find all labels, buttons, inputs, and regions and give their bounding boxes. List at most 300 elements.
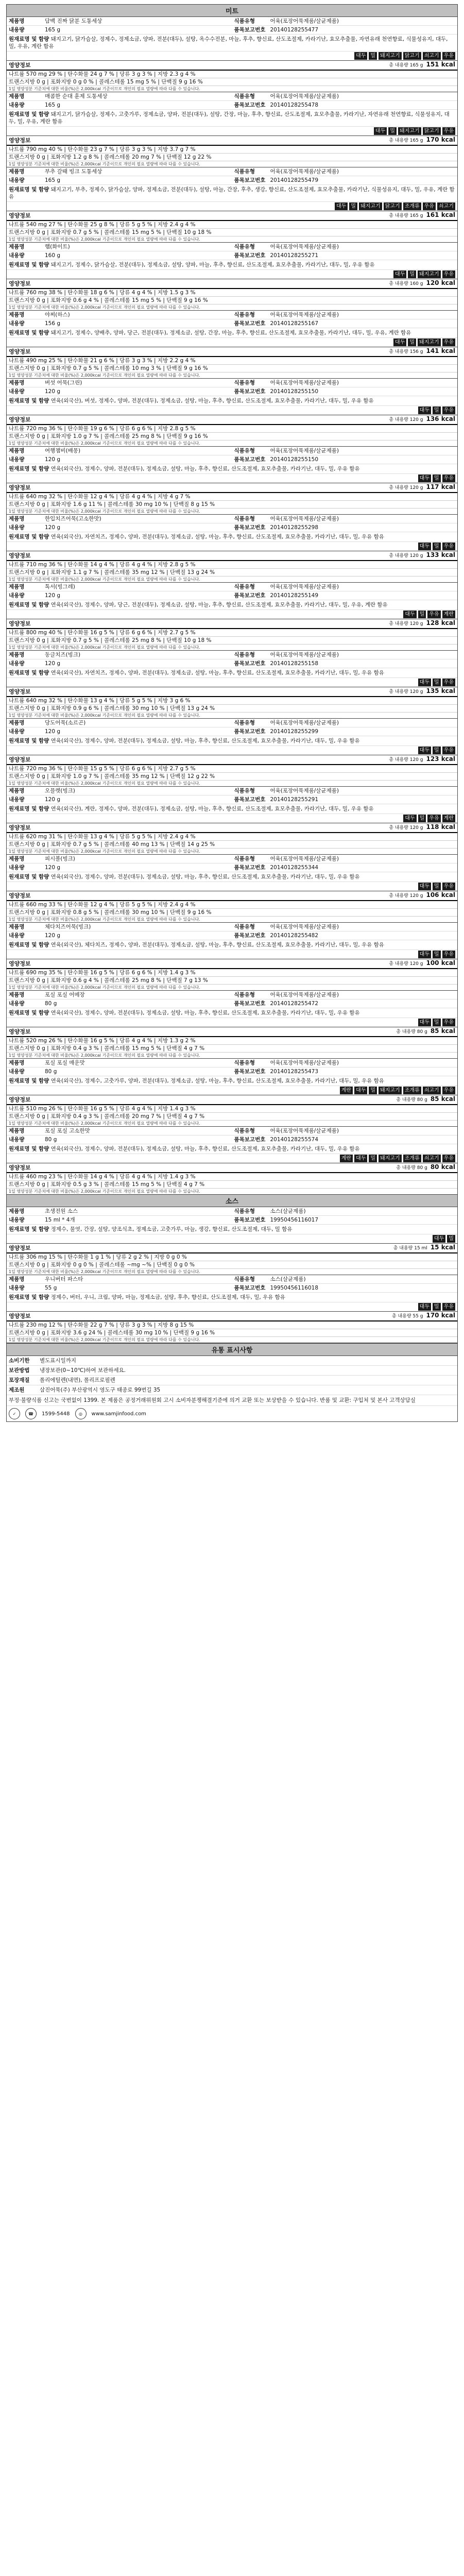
ingredients-label: 원재료명 및 함량 bbox=[9, 466, 49, 472]
info-cell bbox=[7, 1127, 232, 1135]
serving-info bbox=[389, 61, 455, 70]
nutrition-line: 나트륨 720 mg 36 % | 탄수화물 15 g 5 % | 당류 6 g 6 % | 지방 2.7 g 5 % bbox=[7, 765, 457, 773]
ingredients-text: 정제수, 버터, 우니, 크림, 양파, 마늘, 정제소금, 설탕, 후추, 향신료, 산도조절제, 대두, 밀, 우유 함유 bbox=[50, 1294, 285, 1300]
info-row bbox=[7, 523, 457, 532]
field-label: 품목보고번호 bbox=[234, 660, 266, 667]
info-cell bbox=[232, 923, 458, 931]
field-label: 식품유형 bbox=[234, 1060, 255, 1066]
info-cell bbox=[232, 455, 458, 464]
ingredients-text: 연육(외국산), 정제수, 양파, 전분(대두), 정제소금, 설탕, 마늘, 후추, 향신료, 산도조절제, 효모추출물, 카라기난, 대두, 밀, 우유 함유 bbox=[50, 738, 360, 744]
info-row bbox=[7, 455, 457, 464]
nutrition-footnote: 1일 영양성분 기준치에 대한 비율(%)은 2,000kcal 기준이므로 개인의 필요 열량에 따라 다를 수 있습니다. bbox=[9, 849, 200, 854]
ingredients-label: 원재료명 및 함량 bbox=[9, 330, 49, 336]
field-value: 120 g bbox=[45, 524, 61, 531]
distribution-label: 제조원 bbox=[9, 1387, 25, 1393]
calories: 170 kcal bbox=[426, 136, 455, 143]
allergen-tag: 밀 bbox=[418, 815, 426, 822]
nutrition-line: 트랜스지방 0 g | 포화지방 0 g 0 % | 콜레스테롤 ~mg ~% | 단백질 0 g 0 % bbox=[7, 1261, 457, 1269]
allergen-tag: 쇠고기 bbox=[437, 202, 455, 210]
nutrition-footnote: 1일 영양성분 기준치에 대한 비율(%)은 2,000kcal 기준이므로 개인의 필요 열량에 따라 다를 수 있습니다. bbox=[9, 441, 200, 446]
distribution-label: 소비기한 bbox=[9, 1358, 30, 1364]
allergen-tag: 우유 bbox=[427, 611, 440, 618]
nutrition-line: 나트륨 620 mg 31 % | 탄수화물 13 g 4 % | 당류 5 g 5 % | 지방 2.4 g 4 % bbox=[7, 833, 457, 841]
field-label: 제품명 bbox=[9, 516, 25, 522]
field-label: 내용량 bbox=[9, 1217, 25, 1223]
allergen-tag: 돼지고기 bbox=[418, 270, 441, 278]
field-label: 내용량 bbox=[9, 796, 25, 803]
section-title: 미트 bbox=[7, 5, 457, 17]
field-label: 식품유형 bbox=[234, 516, 255, 522]
calories: 85 kcal bbox=[430, 1027, 455, 1035]
allergen-tag: 조개류 bbox=[403, 1155, 421, 1162]
allergen-tag: 밀 bbox=[369, 52, 377, 60]
ingredients-text: 연육(외국산), 체다치즈, 정제수, 양파, 전분(대두), 정제소금, 설탕, 마늘, 후추, 향신료, 산도조절제, 효모추출물, 카라기난, 대두, 밀, 우유 함유 bbox=[50, 942, 384, 948]
ingredients-label: 원재료명 및 함량 bbox=[9, 942, 49, 948]
info-cell bbox=[232, 319, 458, 328]
distribution-row bbox=[7, 1385, 457, 1395]
info-row bbox=[7, 387, 457, 396]
ingredients-label: 원재료명 및 함량 bbox=[9, 398, 49, 404]
ingredients-label: 원재료명 및 함량 bbox=[9, 534, 49, 540]
nutrition-line: 트랜스지방 0 g | 포화지방 1.1 g 7 % | 콜레스테롤 35 mg 12 % | 단백질 13 g 24 % bbox=[7, 569, 457, 577]
nutrition-title: 영양정보 bbox=[9, 137, 31, 144]
info-cell bbox=[7, 1216, 232, 1224]
field-label: 품목보고번호 bbox=[234, 1137, 266, 1143]
info-row bbox=[7, 1136, 457, 1144]
info-cell bbox=[7, 92, 232, 100]
nutrition-header bbox=[7, 1095, 457, 1105]
ingredients bbox=[7, 35, 457, 52]
field-label: 제품명 bbox=[9, 856, 25, 862]
allergen-tag: 계란 bbox=[340, 1155, 353, 1162]
nutrition-title: 영양정보 bbox=[9, 620, 31, 627]
nutrition-line: 트랜스지방 0 g | 포화지방 0.9 g 6 % | 콜레스테롤 30 mg 10 % | 단백질 13 g 24 % bbox=[7, 705, 457, 713]
allergen-tag: 대두 bbox=[393, 270, 406, 278]
info-cell bbox=[232, 1067, 458, 1076]
ingredients bbox=[7, 1293, 457, 1302]
field-label: 내용량 bbox=[9, 1069, 25, 1075]
nutrition-line: 트랜스지방 0 g | 포화지방 3.6 g 24 % | 콜레스테롤 30 mg 10 % | 단백질 9 g 16 % bbox=[7, 1329, 457, 1337]
info-cell bbox=[232, 311, 458, 319]
nutrition-line: 트랜스지방 0 g | 포화지방 0.4 g 3 % | 콜레스테롤 20 mg 7 % | 단백질 4 g 7 % bbox=[7, 1113, 457, 1121]
info-cell bbox=[232, 1216, 458, 1224]
product-block bbox=[7, 447, 457, 515]
allergen-tags bbox=[7, 542, 457, 551]
nutrition-title: 영양정보 bbox=[9, 62, 31, 69]
ingredients-text: 돼지고기, 부추, 정제수, 닭가슴살, 양파, 정제소금, 전분(대두), 설탕, 마늘, 간장, 후추, 생강, 향신료, 산도조절제, 효모추출물, 카라기난, 식물성유지, 대두, 밀, 우유, 계란 함유 bbox=[9, 187, 455, 200]
info-cell bbox=[7, 719, 232, 727]
field-value: 120 g bbox=[45, 728, 61, 735]
field-value: 20140128255299 bbox=[270, 728, 319, 735]
serving-info bbox=[389, 136, 455, 145]
allergen-tag: 대두 bbox=[418, 1019, 431, 1026]
info-row bbox=[7, 26, 457, 35]
nutrition-footnote: 1일 영양성분 기준치에 대한 비율(%)은 2,000kcal 기준이므로 개인의 필요 열량에 따라 다를 수 있습니다. bbox=[9, 985, 200, 990]
field-value: 20140128255298 bbox=[270, 524, 319, 531]
allergen-tags bbox=[7, 814, 457, 823]
serving-size: 총 내용량 120 g bbox=[389, 689, 423, 694]
field-value: 매콤한 순대 훈제 도통세상 bbox=[45, 93, 108, 99]
allergen-tag: 돼지고기 bbox=[379, 1155, 402, 1162]
field-value: 어육(포장어묵제품/살균제품) bbox=[270, 584, 339, 590]
nutrition-line: 나트륨 540 mg 27 % | 탄수화물 25 g 8 % | 당류 5 g 5 % | 지방 2.4 g 4 % bbox=[7, 221, 457, 229]
field-label: 제품명 bbox=[9, 652, 25, 658]
info-cell bbox=[232, 523, 458, 532]
info-cell bbox=[7, 923, 232, 931]
nutrition-line: 트랜스지방 0 g | 포화지방 0.7 g 5 % | 콜레스테롤 40 mg 13 % | 단백질 14 g 25 % bbox=[7, 841, 457, 849]
field-label: 내용량 bbox=[9, 592, 25, 599]
nutrition-footnote: 1일 영양성분 기준치에 대한 비율(%)은 2,000kcal 기준이므로 개인의 필요 열량에 따라 다를 수 있습니다. bbox=[9, 577, 200, 582]
allergen-tag: 쇠고기 bbox=[423, 1087, 441, 1094]
field-value: 20140128255158 bbox=[270, 660, 319, 667]
ingredients-label: 원재료명 및 함량 bbox=[9, 1294, 49, 1300]
nutrition-line: 트랜스지방 0 g | 포화지방 1.6 g 11 % | 콜레스테롤 30 mg 10 % | 단백질 8 g 15 % bbox=[7, 501, 457, 509]
field-label: 제품명 bbox=[9, 1208, 25, 1214]
info-row bbox=[7, 92, 457, 101]
allergen-tag: 밀 bbox=[433, 474, 441, 482]
product-block bbox=[7, 17, 457, 92]
allergen-tag: 우유 bbox=[442, 679, 455, 686]
serving-size: 총 내용량 156 g bbox=[389, 349, 423, 354]
field-value: 버섯 어묵(그린) bbox=[45, 380, 82, 386]
field-label: 내용량 bbox=[9, 252, 25, 259]
info-cell bbox=[7, 787, 232, 795]
allergen-tag: 대두 bbox=[403, 611, 416, 618]
product-block bbox=[7, 243, 457, 311]
allergen-tag: 계란 bbox=[340, 1087, 353, 1094]
allergen-tag: 밀 bbox=[433, 679, 441, 686]
serving-info bbox=[392, 1312, 455, 1320]
field-value: 소스(살균제품) bbox=[270, 1276, 306, 1282]
ingredients-label: 원재료명 및 함량 bbox=[9, 670, 49, 676]
serving-size: 총 내용량 80 g bbox=[396, 1097, 427, 1103]
allergen-tag: 쇠고기 bbox=[423, 1155, 441, 1162]
nutrition-footnote: 1일 영양성분 기준치에 대한 비율(%)은 2,000kcal 기준이므로 개인의 필요 열량에 따라 다를 수 있습니다. bbox=[9, 917, 200, 922]
nutrition-title: 영양정보 bbox=[9, 484, 31, 491]
allergen-tags bbox=[7, 202, 457, 211]
nutrition-line: 나트륨 520 mg 26 % | 탄수화물 16 g 5 % | 당류 4 g 4 % | 지방 1.3 g 2 % bbox=[7, 1037, 457, 1045]
allergen-tag: 조개류 bbox=[403, 1087, 421, 1094]
info-row bbox=[7, 991, 457, 999]
info-cell bbox=[7, 447, 232, 455]
field-label: 품목보고번호 bbox=[234, 1217, 266, 1223]
product-block bbox=[7, 855, 457, 923]
nutrition-header bbox=[7, 347, 457, 357]
product-block bbox=[7, 1275, 457, 1343]
field-label: 식품유형 bbox=[234, 312, 255, 318]
serving-info bbox=[393, 1244, 455, 1252]
field-value: 19950456116017 bbox=[270, 1217, 319, 1223]
field-label: 제품명 bbox=[9, 720, 25, 726]
ingredients-label: 원재료명 및 함량 bbox=[9, 262, 49, 268]
info-cell bbox=[232, 26, 458, 34]
allergen-tag: 대두 bbox=[418, 543, 431, 550]
info-cell bbox=[232, 855, 458, 863]
field-value: 165 g bbox=[45, 102, 61, 108]
field-value: 165 g bbox=[45, 27, 61, 33]
field-label: 품목보고번호 bbox=[234, 456, 266, 463]
allergen-tag: 계란 bbox=[442, 611, 455, 618]
nutrition-line: 나트륨 690 mg 35 % | 탄수화물 16 g 5 % | 당류 6 g 6 % | 지방 1.4 g 3 % bbox=[7, 969, 457, 977]
ingredients bbox=[7, 328, 457, 338]
allergen-tag: 우유 bbox=[442, 127, 455, 135]
allergen-tags bbox=[7, 882, 457, 891]
allergen-tag: 돼지고기 bbox=[379, 1087, 402, 1094]
allergen-tag: 밀 bbox=[408, 338, 416, 346]
field-label: 식품유형 bbox=[234, 93, 255, 99]
nutrition-footnote: 1일 영양성분 기준치에 대한 비율(%)은 2,000kcal 기준이므로 개인의 필요 열량에 따라 다를 수 있습니다. bbox=[9, 781, 200, 786]
info-row bbox=[7, 1275, 457, 1284]
ingredients-text: 연육(외국산), 정제수, 양파, 당근, 전분(대두), 정제소금, 설탕, 마늘, 후추, 향신료, 산도조절제, 효모추출물, 카라기난, 대두, 밀, 우유, 계란 함유 bbox=[50, 602, 388, 608]
field-label: 식품유형 bbox=[234, 856, 255, 862]
nutrition-header bbox=[7, 959, 457, 969]
nutrition-header bbox=[7, 1027, 457, 1037]
info-row bbox=[7, 1127, 457, 1136]
allergen-tag: 닭고기 bbox=[403, 52, 421, 60]
field-value: 20140128255150 bbox=[270, 456, 319, 463]
field-label: 품목보고번호 bbox=[234, 1069, 266, 1075]
allergen-tag: 밀 bbox=[433, 747, 441, 754]
info-cell bbox=[7, 863, 232, 872]
nutrition-footnote: 1일 영양성분 기준치에 대한 비율(%)은 2,000kcal 기준이므로 개인의 필요 열량에 따라 다를 수 있습니다. bbox=[9, 713, 200, 718]
allergen-tags bbox=[7, 746, 457, 755]
allergen-tags bbox=[7, 1154, 457, 1163]
ingredients-label: 원재료명 및 함량 bbox=[9, 806, 49, 812]
allergen-tags bbox=[7, 406, 457, 415]
field-label: 제품명 bbox=[9, 788, 25, 794]
allergen-tag: 밀 bbox=[369, 1087, 377, 1094]
ingredients-label: 원재료명 및 함량 bbox=[9, 1226, 49, 1232]
ingredients-text: 정제수, 물엿, 간장, 설탕, 양조식초, 정제소금, 고춧가루, 마늘, 생강, 향신료, 산도조절제, 대두, 밀 함유 bbox=[50, 1226, 293, 1232]
nutrition-title: 영양정보 bbox=[9, 1313, 31, 1319]
field-label: 제품명 bbox=[9, 244, 25, 250]
field-value: 55 g bbox=[45, 1285, 57, 1291]
allergen-tag: 돼지고기 bbox=[359, 202, 382, 210]
info-cell bbox=[7, 243, 232, 251]
website-link[interactable]: www.samjinfood.com bbox=[91, 1411, 146, 1417]
info-cell bbox=[232, 167, 458, 176]
nutrition-footnote: 1일 영양성분 기준치에 대한 비율(%)은 2,000kcal 기준이므로 개인의 필요 열량에 따라 다를 수 있습니다. bbox=[9, 645, 200, 650]
allergen-tags bbox=[7, 1302, 457, 1311]
product-block bbox=[7, 651, 457, 719]
field-label: 식품유형 bbox=[234, 992, 255, 998]
field-label: 품목보고번호 bbox=[234, 728, 266, 735]
ingredients-text: 연육(외국산), 정제수, 양파, 전분(대두), 정제소금, 설탕, 마늘, 후추, 향신료, 산도조절제, 효모추출물, 카라기난, 대두, 밀, 우유 함유 bbox=[50, 466, 360, 472]
serving-info bbox=[389, 891, 455, 900]
info-cell bbox=[7, 795, 232, 804]
product-block bbox=[7, 1127, 457, 1195]
serving-info bbox=[389, 347, 455, 356]
field-value: 20140128255271 bbox=[270, 252, 319, 259]
info-row bbox=[7, 651, 457, 659]
field-value: 여행챔비(배몽) bbox=[45, 448, 81, 454]
ingredients-text: 돼지고기, 닭가슴살, 정제수, 고춧가루, 정제소금, 양파, 전분(대두), 설탕, 간장, 마늘, 후추, 향신료, 산도조절제, 효모추출물, 카라기난, 자연유래 천연향료, 식물성유지, 대두, 밀, 우유, 계란 함유 bbox=[9, 111, 450, 125]
field-label: 제품명 bbox=[9, 18, 25, 24]
field-value: 80 g bbox=[45, 1137, 57, 1143]
allergen-tags bbox=[7, 1234, 457, 1243]
field-label: 내용량 bbox=[9, 102, 25, 108]
allergen-tags bbox=[7, 678, 457, 687]
nutrition-title: 영양정보 bbox=[9, 960, 31, 967]
nutrition-header bbox=[7, 211, 457, 221]
allergen-tags bbox=[7, 270, 457, 279]
field-label: 식품유형 bbox=[234, 1208, 255, 1214]
info-cell bbox=[232, 727, 458, 736]
allergen-tag: 대두 bbox=[354, 52, 367, 60]
info-row bbox=[7, 863, 457, 872]
info-cell bbox=[232, 659, 458, 668]
nutrition-line: 나트륨 510 mg 26 % | 탄수화물 16 g 5 % | 당류 4 g 4 % | 지방 1.4 g 3 % bbox=[7, 1105, 457, 1113]
field-value: 어육(포장어묵제품/살균제품) bbox=[270, 448, 339, 454]
allergen-tag: 대두 bbox=[418, 679, 431, 686]
field-label: 식품유형 bbox=[234, 18, 255, 24]
info-row bbox=[7, 515, 457, 523]
field-value: 80 g bbox=[45, 1069, 57, 1075]
info-cell bbox=[7, 651, 232, 659]
nutrition-footnote: 1일 영양성분 기준치에 대한 비율(%)은 2,000kcal 기준이므로 개인의 필요 열량에 따라 다를 수 있습니다. bbox=[9, 162, 200, 166]
nutrition-title: 영양정보 bbox=[9, 552, 31, 559]
field-label: 식품유형 bbox=[234, 584, 255, 590]
product-block bbox=[7, 923, 457, 991]
ingredients bbox=[7, 872, 457, 882]
info-cell bbox=[232, 379, 458, 387]
info-cell bbox=[232, 17, 458, 25]
field-value: 어육(포장어묵제품/살균제품) bbox=[270, 1128, 339, 1134]
info-cell bbox=[232, 1275, 458, 1283]
field-label: 식품유형 bbox=[234, 448, 255, 454]
serving-size: 총 내용량 120 g bbox=[389, 757, 423, 762]
field-label: 내용량 bbox=[9, 320, 25, 327]
allergen-tag: 돼지고기 bbox=[398, 127, 421, 135]
product-list bbox=[7, 17, 457, 1195]
serving-size: 총 내용량 120 g bbox=[389, 417, 423, 422]
allergen-tags bbox=[7, 127, 457, 135]
serving-size: 총 내용량 80 g bbox=[396, 1029, 427, 1035]
allergen-tag: 밀 bbox=[433, 951, 441, 958]
serving-size: 총 내용량 165 g bbox=[389, 213, 423, 218]
field-value: 20140128255473 bbox=[270, 1069, 319, 1075]
nutrition-header bbox=[7, 279, 457, 289]
field-value: 어육(포장어묵제품/살균제품) bbox=[270, 856, 339, 862]
field-value: 초생전원 소스 bbox=[45, 1208, 78, 1214]
calories: 15 kcal bbox=[430, 1244, 455, 1251]
info-cell bbox=[232, 387, 458, 396]
field-value: 20140128255482 bbox=[270, 933, 319, 939]
field-value: 20140128255472 bbox=[270, 1001, 319, 1007]
info-cell bbox=[7, 591, 232, 600]
distribution-value: 폴리에틸렌(내면), 폴리프로필렌 bbox=[40, 1377, 115, 1383]
serving-info bbox=[396, 1163, 455, 1172]
serving-info bbox=[389, 483, 455, 492]
field-value: 120 g bbox=[45, 388, 61, 395]
field-value: 어육(포장어묵제품/살균제품) bbox=[270, 244, 339, 250]
allergen-tags bbox=[7, 1018, 457, 1027]
nutrition-title: 영양정보 bbox=[9, 1164, 31, 1171]
nutrition-line: 트랜스지방 0 g | 포화지방 1.0 g 7 % | 콜레스테롤 35 mg 12 % | 단백질 12 g 22 % bbox=[7, 773, 457, 781]
field-label: 식품유형 bbox=[234, 1276, 255, 1282]
nutrition-line: 나트륨 490 mg 25 % | 탄수화물 21 g 6 % | 당류 3 g 3 % | 지방 2.2 g 4 % bbox=[7, 357, 457, 365]
allergen-tag: 닭고기 bbox=[384, 202, 402, 210]
nutrition-line: 트랜스지방 0 g | 포화지방 0.6 g 4 % | 콜레스테롤 25 mg 8 % | 단백질 7 g 13 % bbox=[7, 977, 457, 985]
field-label: 제품명 bbox=[9, 380, 25, 386]
info-cell bbox=[232, 251, 458, 260]
info-cell bbox=[7, 319, 232, 328]
distribution-row bbox=[7, 1376, 457, 1385]
nutrition-title: 영양정보 bbox=[9, 280, 31, 287]
field-value: 156 g bbox=[45, 320, 61, 327]
field-value: 80 g bbox=[45, 1001, 57, 1007]
info-cell bbox=[7, 1067, 232, 1076]
field-label: 내용량 bbox=[9, 1137, 25, 1143]
distribution-label: 보관방법 bbox=[9, 1367, 30, 1374]
field-value: 동글치즈(빙크) bbox=[45, 652, 81, 658]
nutrition-title: 영양정보 bbox=[9, 1028, 31, 1035]
serving-size: 총 내용량 55 g bbox=[391, 1314, 423, 1319]
ingredients bbox=[7, 260, 457, 270]
ingredients bbox=[7, 110, 457, 127]
info-cell bbox=[232, 719, 458, 727]
serving-info bbox=[389, 551, 455, 560]
info-cell bbox=[7, 101, 232, 109]
allergen-tag: 대두 bbox=[418, 883, 431, 890]
ingredients-label: 원재료명 및 함량 bbox=[9, 1078, 49, 1084]
calories: 123 kcal bbox=[426, 755, 455, 762]
info-cell bbox=[232, 101, 458, 109]
ingredients bbox=[7, 1144, 457, 1154]
field-label: 제품명 bbox=[9, 584, 25, 590]
ingredients bbox=[7, 1008, 457, 1018]
info-cell bbox=[7, 17, 232, 25]
field-value: 담백 진짜 닭분 도통세상 bbox=[45, 18, 102, 24]
serving-info bbox=[389, 755, 455, 764]
product-block bbox=[7, 167, 457, 243]
field-value: 어육(포장어묵제품/살균제품) bbox=[270, 1060, 339, 1066]
calories: 106 kcal bbox=[426, 891, 455, 899]
info-cell bbox=[7, 311, 232, 319]
product-block bbox=[7, 311, 457, 379]
nutrition-line: 나트륨 570 mg 29 % | 탄수화물 24 g 7 % | 당류 3 g 3 % | 지방 2.3 g 4 % bbox=[7, 71, 457, 78]
info-cell bbox=[7, 1136, 232, 1144]
info-cell bbox=[232, 651, 458, 659]
serving-info bbox=[396, 1095, 455, 1104]
product-block bbox=[7, 92, 457, 167]
info-row bbox=[7, 855, 457, 863]
allergen-tag: 쇠고기 bbox=[423, 52, 441, 60]
field-value: 피시볼(빙크) bbox=[45, 856, 75, 862]
ingredients-text: 연육(외국산), 자연치즈, 정제수, 양파, 전분(대두), 정제소금, 설탕, 마늘, 후추, 향신료, 산도조절제, 효모추출물, 카라기난, 대두, 밀, 우유 함유 bbox=[50, 670, 384, 676]
allergen-tag: 밀 bbox=[447, 1235, 455, 1243]
info-cell bbox=[232, 176, 458, 184]
footer bbox=[7, 1406, 457, 1421]
ingredients-label: 원재료명 및 함량 bbox=[9, 1146, 49, 1152]
nutrition-line: 나트륨 760 mg 38 % | 탄수화물 18 g 6 % | 당류 4 g 4 % | 지방 1.5 g 3 % bbox=[7, 289, 457, 297]
calories: 133 kcal bbox=[426, 551, 455, 558]
field-label: 품목보고번호 bbox=[234, 388, 266, 395]
nutrition-line: 나트륨 800 mg 40 % | 탄수화물 16 g 5 % | 당류 6 g 6 % | 지방 2.7 g 5 % bbox=[7, 629, 457, 637]
ingredients-text: 돼지고기, 닭가슴살, 정제수, 정제소금, 양파, 전분(대두), 설탕, 옥수수전분, 마늘, 후추, 향신료, 산도조절제, 카라기난, 효모추출물, 자연유래 천연향료, 식물성유지, 대두, 밀, 우유, 계란 함유 bbox=[9, 36, 448, 49]
field-label: 내용량 bbox=[9, 728, 25, 735]
allergen-tag: 대두 bbox=[393, 338, 406, 346]
calories: 120 kcal bbox=[426, 279, 455, 286]
serving-size: 총 내용량 80 g bbox=[396, 1165, 427, 1171]
serving-info bbox=[396, 1027, 455, 1036]
info-cell bbox=[7, 379, 232, 387]
allergen-tag: 대두 bbox=[374, 127, 387, 135]
info-cell bbox=[7, 26, 232, 34]
field-value: 어육(포장어묵제품/살균제품) bbox=[270, 380, 339, 386]
nutrition-header bbox=[7, 1243, 457, 1253]
calories: 161 kcal bbox=[426, 211, 455, 218]
